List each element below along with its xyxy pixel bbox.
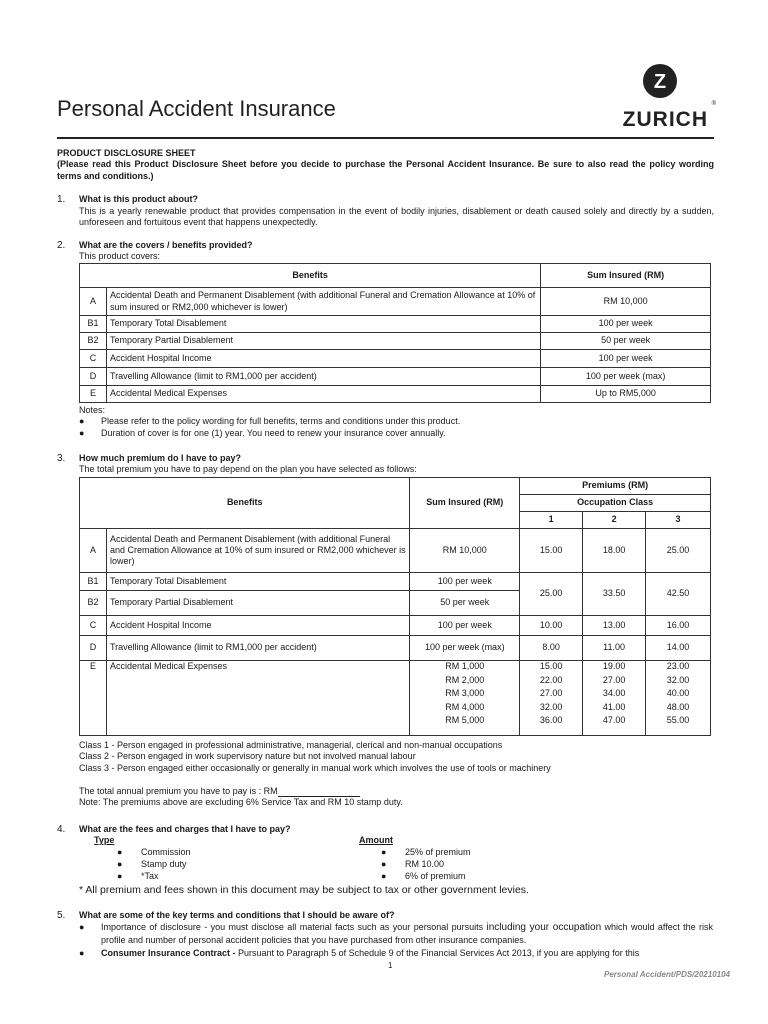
- document-id: Personal Accident/PDS/20210104: [604, 970, 730, 979]
- premium-class-3: 25.00: [646, 529, 711, 573]
- term-text-part: which would affect the risk profile and number of personal accident policies that you have purchased from other insurance companies.: [101, 922, 713, 945]
- svg-text:Z: Z: [653, 71, 667, 93]
- fees-amount-header: Amount: [359, 835, 393, 845]
- col-occupation-class: Occupation Class: [520, 495, 711, 512]
- table-row: [80, 368, 711, 386]
- premium-class-3: 16.00: [646, 616, 711, 636]
- bullet-icon: ●: [381, 847, 387, 857]
- sum-value: RM 5,000: [445, 715, 485, 725]
- bullet-icon: ●: [117, 859, 123, 869]
- section-sub: This product covers:: [79, 251, 161, 261]
- page-number: 1: [388, 961, 393, 970]
- bullet-icon: ●: [79, 427, 85, 438]
- row-benefit: Temporary Total Disablement: [106, 573, 409, 591]
- row-code: B1: [80, 316, 107, 333]
- note-item: [79, 416, 709, 427]
- class-1-header: 1: [520, 512, 583, 529]
- premium-value: 47.00: [602, 715, 626, 725]
- premium-value: 48.00: [666, 701, 690, 712]
- term-text: [79, 948, 713, 959]
- premium-class-1: 10.00: [520, 616, 583, 636]
- premium-value: 22.00: [539, 674, 563, 685]
- premium-class-3-list: [646, 661, 711, 736]
- list-item: [117, 847, 191, 859]
- section-number: 4.: [57, 824, 66, 835]
- total-premium-line: [79, 786, 709, 797]
- row-benefit: Temporary Partial Disablement: [106, 591, 409, 616]
- bullet-icon: ●: [117, 847, 123, 857]
- list-item: [381, 871, 471, 883]
- bullet-icon: ●: [381, 871, 387, 881]
- registered-mark: ®: [711, 101, 716, 107]
- fee-type: *Tax: [141, 871, 159, 881]
- row-sum: RM 10,000: [541, 288, 711, 316]
- sum-value: RM 1,000: [445, 661, 485, 671]
- table-row: [80, 386, 711, 403]
- premium-class-2: 11.00: [583, 636, 646, 661]
- fee-type: Commission: [141, 847, 191, 857]
- premium-class-2-list: [583, 661, 646, 736]
- col-premiums: Premiums (RM): [520, 478, 711, 495]
- row-benefit: Travelling Allowance (limit to RM1,000 per accident): [106, 636, 409, 661]
- table-row: [80, 288, 711, 316]
- row-code: B1: [80, 573, 107, 591]
- section-body: This is a yearly renewable product that provides compensation in the event of bodily injuries, disablement or death caused solely and directly by a sudden, unforeseen and fortuitous event that happens unexpectedly.: [79, 206, 714, 228]
- row-sum: 100 per week: [541, 316, 711, 333]
- premium-class-1-list: [520, 661, 583, 736]
- row-benefit: Travelling Allowance (limit to RM1,000 per accident): [106, 368, 540, 386]
- premium-value: 32.00: [539, 701, 563, 712]
- fees-amount-list: [381, 847, 471, 883]
- class-description: Class 3 - Person engaged either occasionally or generally in manual work which involves the use of tools or machinery: [79, 762, 551, 773]
- fee-type: Stamp duty: [141, 859, 187, 869]
- col-benefits: Benefits: [80, 478, 410, 529]
- logo-wordmark: ZURICH: [622, 108, 708, 131]
- section-2: [57, 240, 714, 264]
- premium-class-3: 14.00: [646, 636, 711, 661]
- row-benefit: Accident Hospital Income: [106, 616, 409, 636]
- class-description: Class 1 - Person engaged in professional administrative, managerial, clerical and non-manual occupations: [79, 740, 503, 750]
- section-number: 5.: [57, 910, 66, 921]
- row-sum: RM 10,000: [410, 529, 520, 573]
- list-item: [117, 859, 191, 871]
- total-premium-blank: [278, 788, 360, 797]
- list-item: [79, 922, 713, 946]
- bullet-icon: ●: [79, 947, 85, 958]
- col-sum-insured: Sum Insured (RM): [541, 264, 711, 288]
- bullet-icon: ●: [117, 871, 123, 881]
- bullet-icon: ●: [381, 859, 387, 869]
- total-premium-label: The total annual premium you have to pay is : RM: [79, 786, 278, 796]
- section-sub: The total premium you have to pay depend on the plan you have selected as follows:: [79, 464, 417, 474]
- premium-value: 27.00: [539, 688, 563, 698]
- row-code: E: [80, 386, 107, 403]
- table-row: [80, 616, 711, 636]
- zurich-logo-icon: [642, 63, 678, 99]
- row-benefit: Accidental Death and Permanent Disablement (with additional Funeral and Cremation Allowance at 10% of sum insured or RM2,000 whichever is lower): [106, 288, 540, 316]
- premium-value: 27.00: [602, 674, 626, 685]
- section-number: 2.: [57, 240, 66, 251]
- table-row: [80, 316, 711, 333]
- sum-value: RM 3,000: [445, 688, 485, 698]
- premium-class-3: 42.50: [646, 573, 711, 616]
- term-text: [79, 922, 713, 946]
- list-item: [117, 871, 191, 883]
- row-sum: 50 per week: [410, 591, 520, 616]
- table-row: [80, 350, 711, 368]
- term-text-part: Pursuant to Paragraph 5 of Schedule 9 of the Financial Services Act 2013, if you are applying for this: [238, 947, 640, 958]
- row-benefit: Accident Hospital Income: [106, 350, 540, 368]
- sum-value: RM 4,000: [445, 701, 485, 712]
- notes: [79, 405, 709, 439]
- occupation-classes: [79, 740, 709, 774]
- section-number: 1.: [57, 194, 66, 205]
- section-heading: How much premium do I have to pay?: [79, 453, 242, 463]
- row-benefit: Accidental Death and Permanent Disablement (with additional Funeral and Cremation Allowance at 10% of sum insured or RM2,000 whichever is lower): [106, 529, 409, 573]
- premium-value: 34.00: [602, 688, 626, 698]
- premium-value: 36.00: [539, 715, 563, 725]
- premium-table: [79, 477, 711, 736]
- list-item: [79, 948, 713, 959]
- row-code: C: [80, 616, 107, 636]
- term-text-part: Importance of disclosure - you must disclose all material facts such as your personal pursuits: [101, 922, 487, 932]
- section-heading: What are some of the key terms and conditions that I should be aware of?: [79, 910, 395, 920]
- premium-class-2: 13.00: [583, 616, 646, 636]
- col-sum-insured: Sum Insured (RM): [410, 478, 520, 529]
- note-text: Please refer to the policy wording for full benefits, terms and conditions under this product.: [101, 416, 461, 427]
- terms-list: [79, 922, 713, 959]
- premium-class-2: 33.50: [583, 573, 646, 616]
- section-heading: What are the covers / benefits provided?: [79, 240, 253, 250]
- section-heading: What is this product about?: [79, 194, 198, 204]
- tax-note: Note: The premiums above are excluding 6% Service Tax and RM 10 stamp duty.: [79, 797, 403, 808]
- class-3-header: 3: [646, 512, 711, 529]
- pds-heading: PRODUCT DISCLOSURE SHEET: [57, 148, 196, 158]
- table-row: [80, 636, 711, 661]
- fees-type-list: [117, 847, 191, 883]
- list-item: [381, 859, 471, 871]
- section-1: [57, 194, 714, 234]
- row-benefit: Accidental Medical Expenses: [106, 386, 540, 403]
- fees-type-header: Type: [94, 835, 115, 845]
- fee-amount: 25% of premium: [405, 847, 471, 857]
- table-row: [80, 333, 711, 350]
- list-item: [381, 847, 471, 859]
- term-bold: Consumer Insurance Contract -: [101, 947, 239, 958]
- premium-class-1: 25.00: [520, 573, 583, 616]
- premium-value: 23.00: [666, 661, 690, 671]
- row-code: B2: [80, 591, 107, 616]
- section-number: 3.: [57, 453, 66, 464]
- row-sum: 100 per week (max): [410, 636, 520, 661]
- bullet-icon: ●: [79, 416, 85, 427]
- table-row: [80, 529, 711, 573]
- row-code: D: [80, 368, 107, 386]
- row-code: A: [80, 288, 107, 316]
- premium-value: 15.00: [539, 661, 563, 671]
- class-2-header: 2: [583, 512, 646, 529]
- row-code: A: [80, 529, 107, 573]
- note-text: Duration of cover is for one (1) year. You need to renew your insurance cover annually.: [101, 427, 446, 438]
- header-rule: [57, 137, 714, 139]
- row-sum: 100 per week (max): [541, 368, 711, 386]
- term-text-emph: including your occupation: [486, 922, 602, 933]
- premium-value: 55.00: [666, 715, 690, 725]
- premium-value: 32.00: [666, 674, 690, 685]
- premium-class-1: 8.00: [520, 636, 583, 661]
- premium-class-1: 15.00: [520, 529, 583, 573]
- col-benefits: Benefits: [80, 264, 541, 288]
- pds-intro: [57, 148, 714, 182]
- class-description: Class 2 - Person engaged in work supervisory nature but not involved manual labour: [79, 751, 416, 762]
- row-code: B2: [80, 333, 107, 350]
- table-row: [80, 661, 711, 736]
- premium-value: 41.00: [602, 701, 626, 712]
- row-sum: 100 per week: [410, 616, 520, 636]
- row-code: E: [80, 661, 107, 736]
- bullet-icon: ●: [79, 922, 85, 932]
- section-3: [57, 453, 714, 477]
- sum-list: [410, 661, 520, 736]
- row-code: D: [80, 636, 107, 661]
- premium-value: 40.00: [666, 688, 690, 698]
- fee-amount: RM 10.00: [405, 859, 445, 869]
- section-heading: What are the fees and charges that I have to pay?: [79, 824, 291, 834]
- table-header-row: [80, 264, 711, 288]
- page-title: Personal Accident Insurance: [57, 96, 336, 121]
- fee-amount: 6% of premium: [405, 871, 466, 881]
- sum-value: RM 2,000: [445, 674, 485, 685]
- row-code: C: [80, 350, 107, 368]
- table-row: [80, 573, 711, 591]
- row-benefit: Accidental Medical Expenses: [106, 661, 409, 736]
- row-sum: 100 per week: [541, 350, 711, 368]
- total-premium: [79, 786, 709, 809]
- pds-instruction: (Please read this Product Disclosure Sheet before you decide to purchase the Personal Accident Insurance. Be sure to also read the policy wording terms and conditions.): [57, 159, 714, 181]
- note-item: [79, 428, 709, 439]
- premium-class-2: 18.00: [583, 529, 646, 573]
- row-sum: Up to RM5,000: [541, 386, 711, 403]
- fees-footnote: * All premium and fees shown in this document may be subject to tax or other government levies.: [79, 884, 529, 896]
- row-benefit: Temporary Partial Disablement: [106, 333, 540, 350]
- benefits-table: [79, 263, 711, 403]
- premium-value: 19.00: [602, 661, 626, 671]
- row-sum: 100 per week: [410, 573, 520, 591]
- row-benefit: Temporary Total Disablement: [106, 316, 540, 333]
- zurich-logo: [596, 63, 716, 133]
- notes-label: Notes:: [79, 405, 106, 415]
- row-sum: 50 per week: [541, 333, 711, 350]
